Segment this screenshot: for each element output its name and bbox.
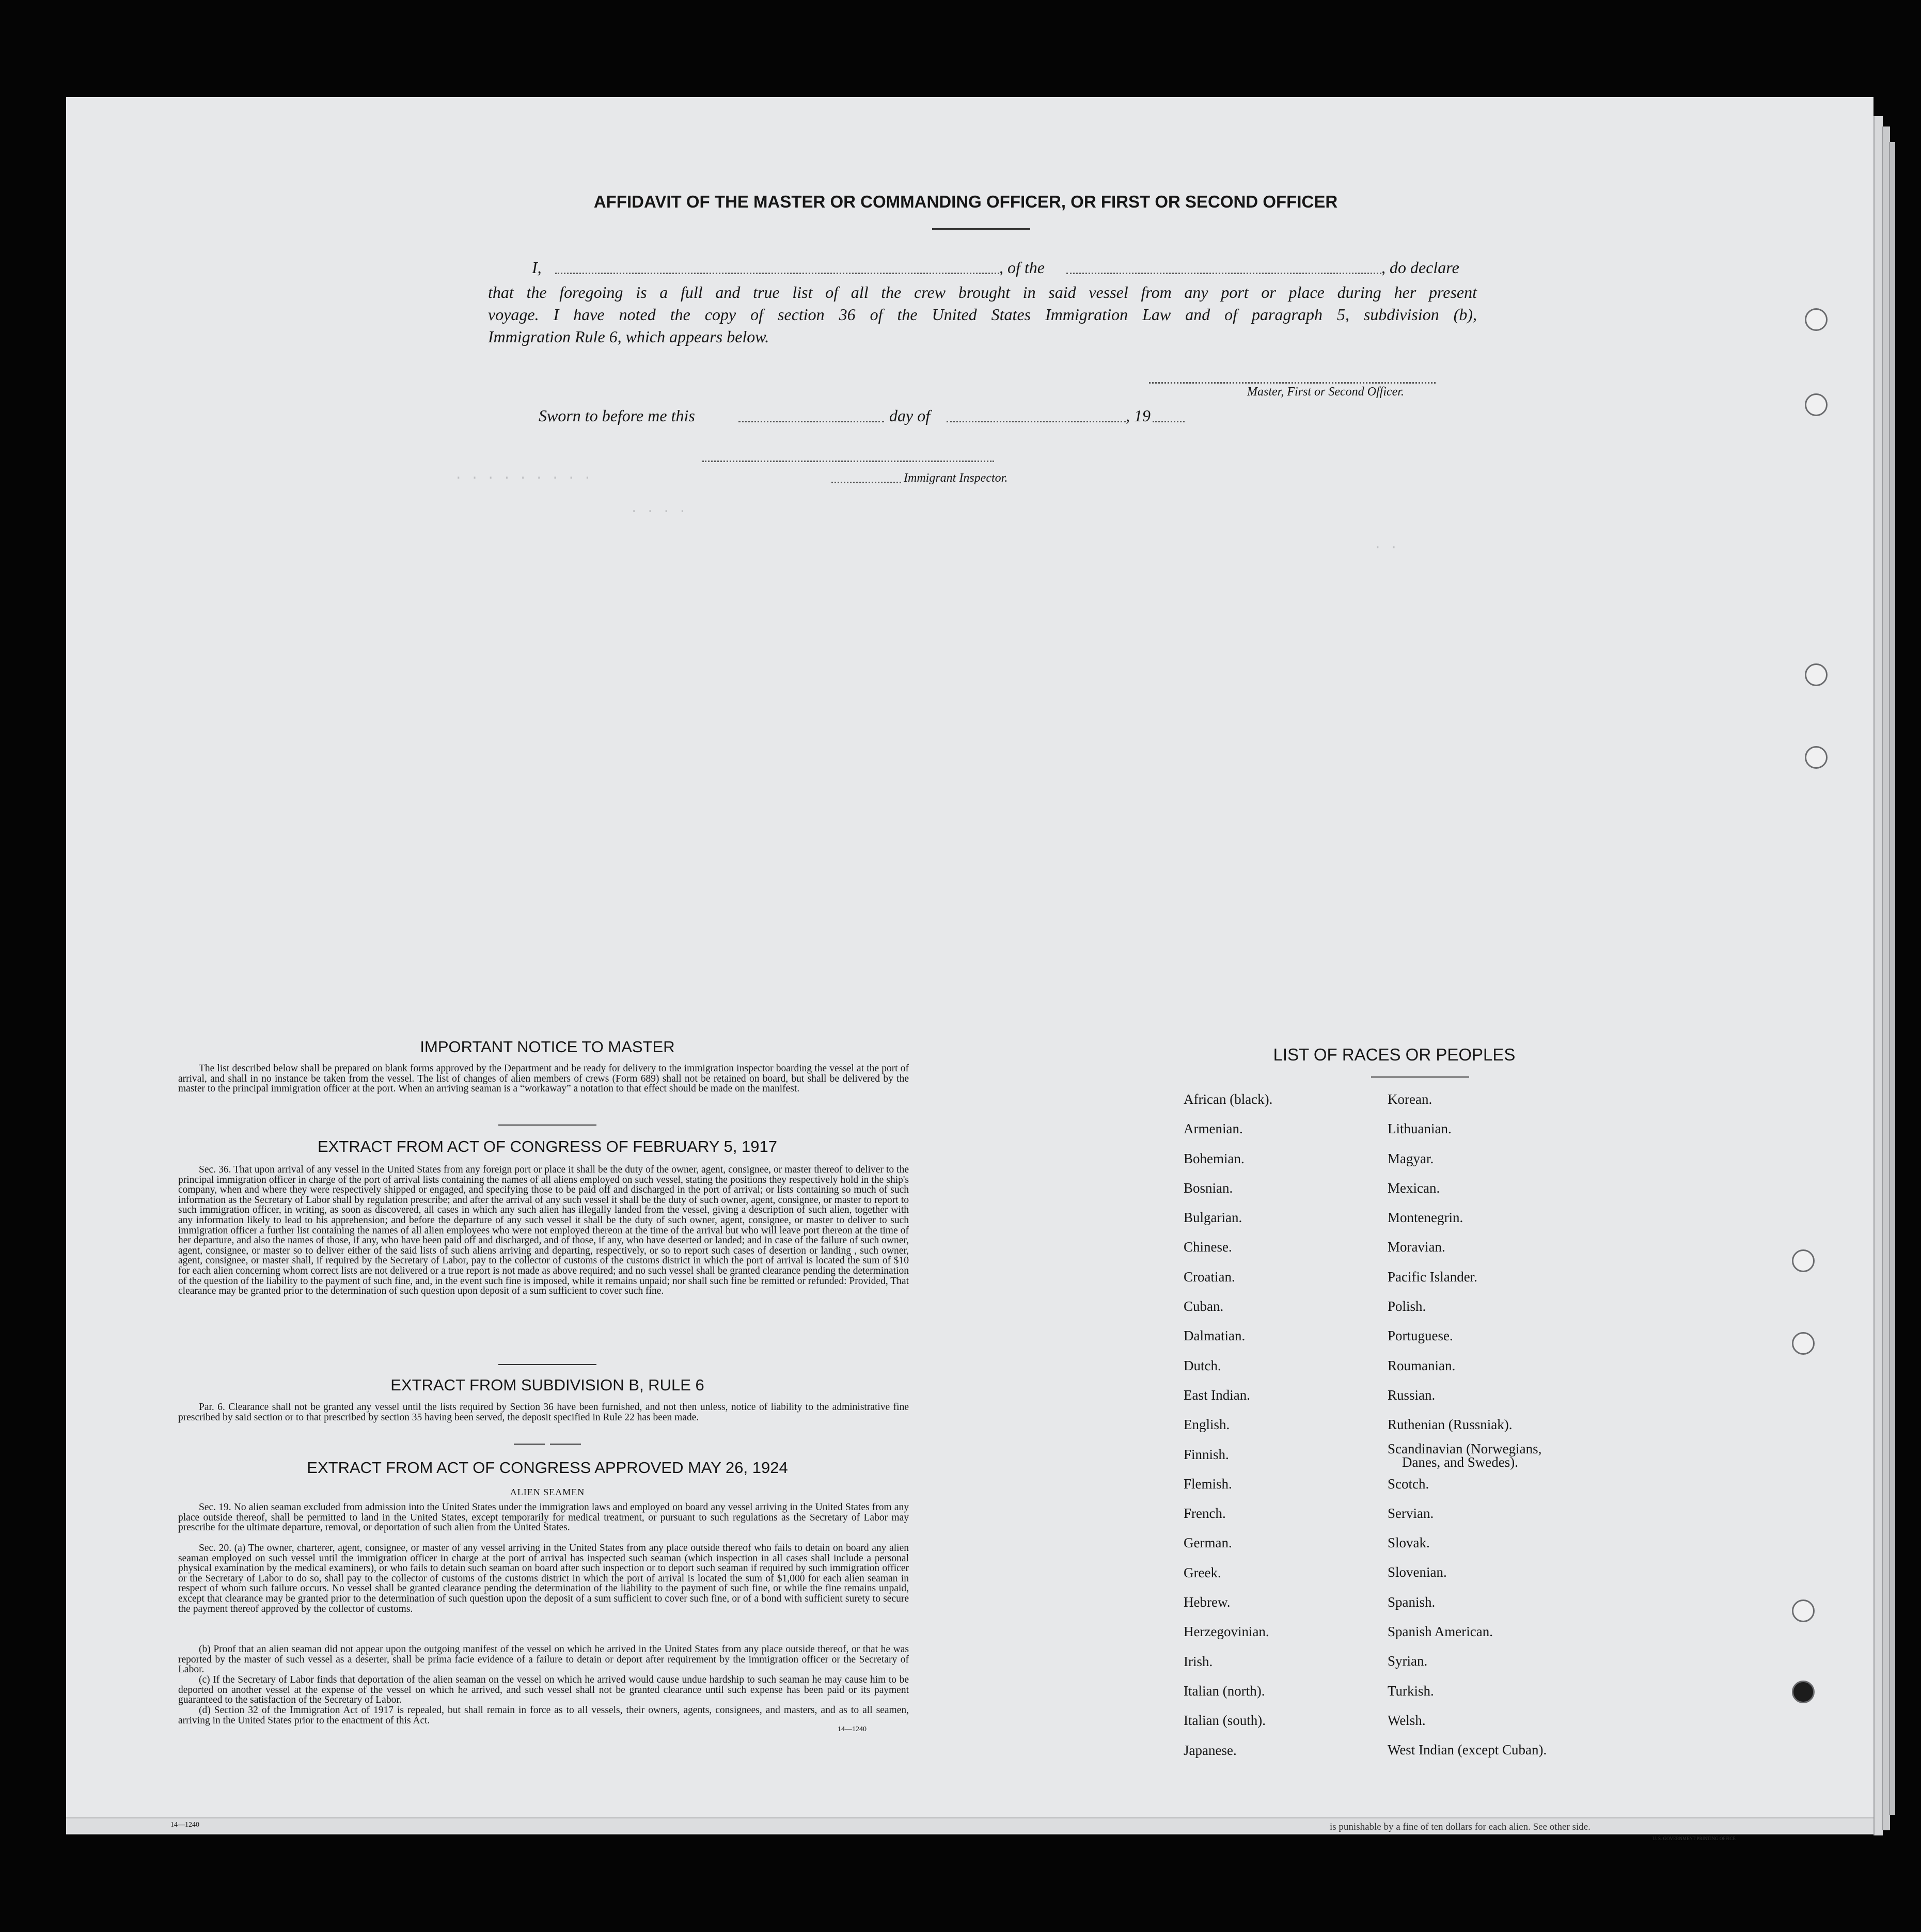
day-of-text: day of [889,406,931,425]
race-item: Bohemian. [1184,1150,1245,1166]
race-item: Mexican. [1388,1180,1440,1196]
race-item: Bosnian. [1184,1180,1233,1196]
race-item: Dutch. [1184,1357,1221,1373]
footer-form-number: 14—1240 [170,1821,199,1829]
punch-hole [1805,663,1828,686]
punch-hole [1792,1600,1815,1622]
sec20b-body: (b) Proof that an alien seaman did not appear upon the outgoing manifest of the vessel on which he arrived in the United States from any place outside thereof, or that he was reported by the master of such vessel as a deserter, shall be prima facie evidence of a failure to detain or deport after requirement by the immigration officer or the Secretary of Labor. [178,1644,909,1675]
race-item: Korean. [1388,1091,1432,1107]
divider [932,228,1030,230]
race-item: Polish. [1388,1298,1426,1315]
race-item: West Indian (except Cuban). [1388,1742,1547,1758]
punch-hole [1792,1332,1815,1355]
notice-title: IMPORTANT NOTICE TO MASTER [420,1038,675,1056]
race-item: Japanese. [1184,1742,1237,1758]
bleed-through-mark: . . [1374,537,1398,552]
race-item: Irish. [1184,1653,1213,1669]
affidavit-text-line: voyage. I have noted the copy of section 36 of the United States Immigration Law and of paragraph 5, subdivision (b), [488,305,1477,324]
race-item: Servian. [1388,1505,1434,1521]
master-signature-blank [1149,382,1436,384]
affidavit-text-line: that the foregoing is a full and true list of all the crew brought in said vessel from any port or place during her present [488,283,1477,302]
race-item: Roumanian. [1388,1357,1456,1373]
punch-hole [1805,393,1828,416]
punch-hole [1805,746,1828,769]
race-item: Portuguese. [1388,1328,1453,1344]
extract-1917-body: Sec. 36. That upon arrival of any vessel in the United States from any foreign port or place it shall be the duty of the owner, agent, consignee, or master thereof to deliver to the principal immigration officer in charge of the port of arrival lists containing the names of all aliens employed on such vessel, stating the positions they respectively hold in the ship's company, when and where they were respectively shipped or engaged, and specifying those to be paid off and discharged in the port of arrival; or lists containing so much of such information as the Secretary of Labor shall by regulation prescribe; and after the arrival of any such vessel it shall be the duty of such owner, agent, consignee, or master to report to such immigration officer, in writing, as soon as discovered, all cases in which any such alien has illegally landed from the vessel, giving a description of such alien, together with any information likely to lead to his apprehension; and before the departure of any such vessel it shall be the duty of such owner, agent, consignee, or master to deliver to such immigration officer a further list containing the names of all alien employees who were not employed thereon at the time of the arrival but who will leave port thereon at the time of her departure, and also the names of those, if any, who have been paid off and discharged, and of those, if any, who have deserted or landed; and in case of the failure of such owner, agent, consignee, or master so to deliver either of the said lists of such aliens arriving and departing, respectively, or so to report such cases of desertion or landing , such owner, agent, consignee, or master shall, if required by the Secretary of Labor, pay to the collector of customs of the customs district in which the port of arrival is located the sum of $10 for each alien concerning whom correct lists are not delivered or a true report is not made as above required; and no such vessel shall be granted clearance pending the determination of the question of the liability to the payment of such fine, and, in the event such fine is imposed, while it remains unpaid; nor shall such fine be remitted or refunded: Provided, That clearance may be granted prior to the determination of such question upon deposit of a sum sufficient to cover such fine. [178,1164,909,1297]
rule6-title: EXTRACT FROM SUBDIVISION B, RULE 6 [390,1376,704,1394]
race-item: Croatian. [1184,1269,1235,1285]
sec20d-body: (d) Section 32 of the Immigration Act of 1917 is repealed, but shall remain in force as to all vessels, their owners, agents, consignees, and masters, and as to all seamen, arriving in the United States prior to the enactment of this Act. [178,1705,909,1726]
race-item: Ruthenian (Russniak). [1388,1417,1513,1433]
affidavit-i: I, [532,258,542,277]
affidavit-of-the: , of the [999,258,1045,277]
extract-1924-title: EXTRACT FROM ACT OF CONGRESS APPROVED MAY 26, 1924 [307,1459,788,1477]
sec19-body: Sec. 19. No alien seaman excluded from admission into the United States under the immigration laws and employed on board any vessel arriving in the United States from any place outside thereof, shall be permitted to land in the United States, except temporarily for medical treatment, or pursuant to such regulations as the Secretary of Labor may prescribe for the ultimate departure, removal, or deportation of such alien from the United States. [178,1502,909,1533]
race-item: Slovak. [1388,1535,1430,1551]
race-item: Greek. [1184,1564,1221,1580]
races-right-column [1388,1085,1547,1765]
notice-body: The list described below shall be prepared on blank forms approved by the Department and be ready for delivery to the immigration inspector boarding the vessel at the port of arrival, and shall in no instance be taken from the vessel. The list of changes of alien members of crews (Form 689) shall not be retained on board, but shall be delivered by the master to the principal immigration officer at the port. When an arriving seaman is a “workaway” a notation to that effect should be made on the manifest. [178,1063,909,1095]
race-item: Bulgarian. [1184,1210,1242,1226]
race-item: Russian. [1388,1387,1436,1403]
year-text: , 19 [1126,406,1151,425]
race-item: Armenian. [1184,1121,1243,1137]
divider [498,1364,596,1365]
race-item: Spanish. [1388,1594,1436,1610]
race-item: Spanish American. [1388,1624,1493,1640]
race-item: Flemish. [1184,1476,1232,1492]
master-signature-label: Master, First or Second Officer. [1247,385,1404,399]
punch-hole [1792,1681,1815,1703]
race-item: Chinese. [1184,1239,1232,1255]
punch-hole [1792,1249,1815,1272]
race-item: Herzegovinian. [1184,1624,1269,1640]
race-item: English. [1184,1417,1230,1433]
race-item: Lithuanian. [1388,1121,1452,1137]
sworn-text: Sworn to before me this [539,406,695,425]
race-item: Hebrew. [1184,1594,1231,1610]
sec20a-body: Sec. 20. (a) The owner, charterer, agent, consignee, or master of any vessel arriving in the United States from any place outside thereof who fails to detain on board any alien seaman employed on such vessel until the immigration officer in charge at the port of arrival has inspected such seaman (which inspection in all cases shall include a personal physical examination by the medical examiners), or who fails to detain such seaman on board after such inspection or to deport such seaman if required by such immigration officer or the Secretary of Labor to do so, shall pay to the collector of customs of the customs district in which the port of arrival is located the sum of $1,000 for each alien seaman in respect of whom such failure occurs. No vessel shall be granted clearance pending the determination of the liability to the payment of such fine, or while the fine remains unpaid, except that clearance may be granted prior to the determination of such question upon the deposit of a sum sufficient to cover such fine, or of a bond with sufficient surety to secure the payment thereof approved by the collector of customs. [178,1543,909,1614]
inspector-label: Immigrant Inspector. [904,471,1008,485]
race-item: Magyar. [1388,1150,1434,1166]
year-blank [1153,421,1185,422]
extract-1917-title: EXTRACT FROM ACT OF CONGRESS OF FEBRUARY 5, 1917 [317,1137,778,1155]
race-item: Moravian. [1388,1239,1445,1255]
race-item: German. [1184,1535,1232,1551]
bleed-through-mark: . . . . [630,501,687,516]
sec20c-body: (c) If the Secretary of Labor finds that deportation of the alien seaman on the vessel on which he arrived would cause undue hardship to such seaman he may cause him to be deported on another vessel at the expense of the vessel on which he arrived, and such vessel shall not be granted clearance until such expense has been paid or its payment guaranteed to the satisfaction of the Secretary of Labor. [178,1674,909,1706]
affidavit-text-line: Immigration Rule 6, which appears below. [488,327,769,346]
month-blank [947,421,1126,422]
race-item: Cuban. [1184,1298,1224,1315]
inspector-dots [831,482,901,483]
day-blank [738,421,884,422]
race-item: Dalmatian. [1184,1328,1246,1344]
underlying-page-strip [66,1817,1873,1833]
race-item: Scotch. [1388,1476,1429,1492]
race-item: Italian (north). [1184,1683,1265,1699]
races-title: LIST OF RACES OR PEOPLES [1273,1045,1516,1064]
affidavit-do-declare: , do declare [1381,258,1459,277]
punch-hole [1805,308,1828,331]
divider [498,1125,596,1126]
footer-fine-note: is punishable by a fine of ten dollars for each alien. See other side. [1330,1822,1591,1832]
page-edge [1889,142,1895,1815]
race-item: Scandinavian (Norwegians, [1388,1440,1542,1456]
footer-gpo: U. S. GOVERNMENT PRINTING OFFICE [1652,1836,1736,1841]
race-item: French. [1184,1506,1226,1522]
race-item: Slovenian. [1388,1564,1447,1580]
races-left-column [1184,1085,1272,1765]
race-item: African (black). [1184,1091,1273,1107]
race-item-multiline [1388,1440,1547,1469]
inspector-signature-blank [702,461,994,462]
vessel-blank [1066,273,1381,274]
alien-seamen-subtitle: ALIEN SEAMEN [510,1487,585,1497]
race-item: East Indian. [1184,1387,1250,1403]
rule6-body: Par. 6. Clearance shall not be granted any vessel until the lists required by Section 36 have been furnished, and not then unless, notice of liability to the administrative fine prescribed by said section or to that prescribed by section 35 having been served, the deposit specified in Rule 22 has been made. [178,1402,909,1423]
divider [550,1444,581,1445]
divider [514,1444,545,1445]
race-item: Pacific Islander. [1388,1269,1477,1285]
race-item: Montenegrin. [1388,1210,1463,1226]
race-item: Italian (south). [1184,1713,1266,1729]
affidavit-title: AFFIDAVIT OF THE MASTER OR COMMANDING OFFICER, OR FIRST OR SECOND OFFICER [593,192,1338,211]
race-item: Danes, and Swedes). [1402,1454,1518,1470]
form-number: 14—1240 [838,1725,867,1733]
bleed-through-mark: . . . . . . . . . [454,467,592,483]
name-blank [555,273,999,274]
race-item: Welsh. [1388,1712,1426,1728]
race-item: Turkish. [1388,1683,1434,1699]
divider [1371,1076,1469,1078]
race-item: Syrian. [1388,1653,1428,1669]
race-item: Finnish. [1184,1446,1229,1462]
